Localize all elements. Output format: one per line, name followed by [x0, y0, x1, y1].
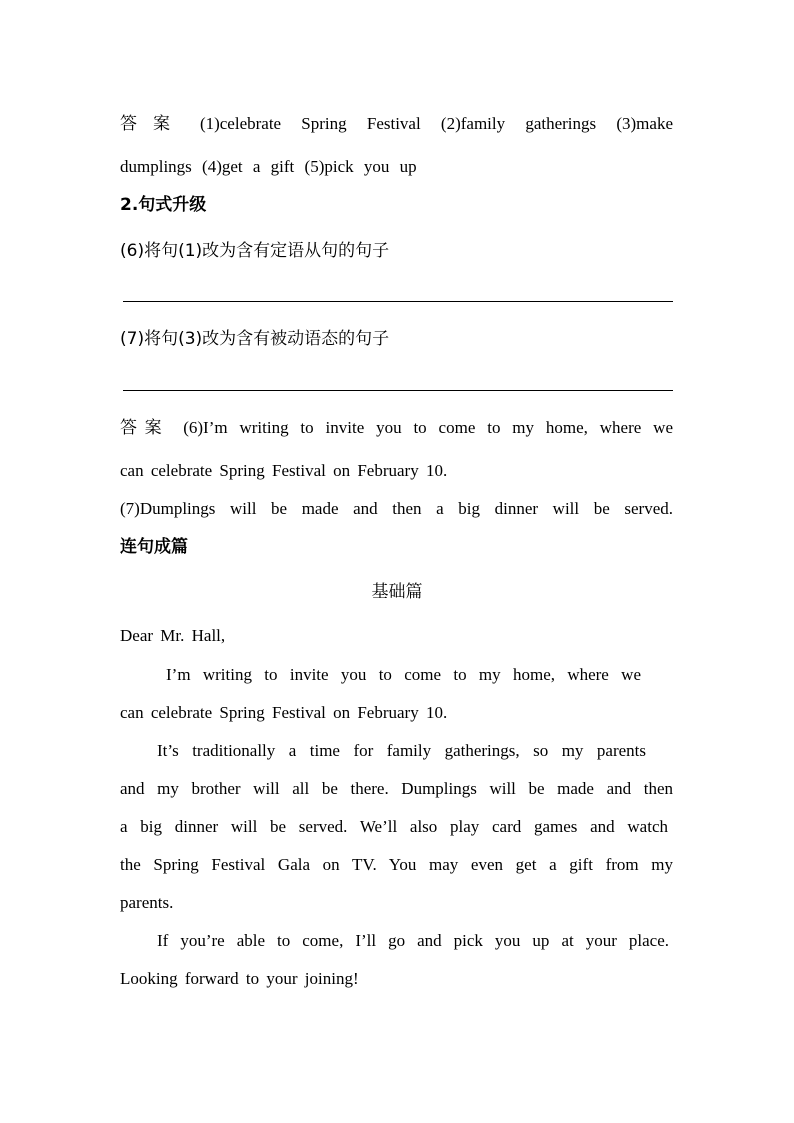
letter-paragraph-line: a big dinner will be served. We’ll also play card games and watch [120, 817, 668, 836]
answer-line-3: (7)Dumplings will be made and then a big dinner will be served. [120, 499, 673, 518]
answer-blank-line [123, 390, 673, 391]
answer-text: (1)celebrate Spring Festival (2)family gatherings (3)make [199, 114, 673, 133]
letter-paragraph-line: the Spring Festival Gala on TV. You may even get a gift from my [120, 855, 673, 874]
letter-paragraph-line: If you’re able to come, I’ll go and pick you up at your place. [157, 931, 669, 950]
answer-text: (6)I’m writing to invite you to come to my home, where we [183, 418, 673, 437]
letter-paragraph-line: and my brother will all be there. Dumplings will be made and then [120, 779, 673, 798]
letter-greeting: Dear Mr. Hall, [120, 626, 226, 645]
letter-paragraph-line: I’m writing to invite you to come to my home, where we [166, 665, 641, 684]
letter-paragraph-line: can celebrate Spring Festival on February 10. [120, 703, 448, 722]
answer-line-1 [120, 113, 673, 135]
section-heading: 2.句式升级 [120, 195, 207, 215]
answer-line-1 [120, 417, 673, 439]
answer-line-2: dumplings (4)get a gift (5)pick you up [120, 157, 417, 176]
answer-line-2: can celebrate Spring Festival on February 10. [120, 461, 448, 480]
answer-label: 答案 [120, 114, 186, 134]
answer-label: 答案 [120, 418, 170, 438]
letter-closing-line: Looking forward to your joining! [120, 969, 359, 988]
question-7: (7)将句(3)改为含有被动语态的句子 [120, 329, 390, 349]
answer-blank-line [123, 301, 673, 302]
subsection-title: 基础篇 [371, 582, 423, 602]
question-6: (6)将句(1)改为含有定语从句的句子 [120, 241, 390, 261]
section-heading: 连句成篇 [120, 537, 188, 557]
letter-paragraph-line: parents. [120, 893, 174, 912]
letter-paragraph-line: It’s traditionally a time for family gatherings, so my parents [157, 741, 646, 760]
